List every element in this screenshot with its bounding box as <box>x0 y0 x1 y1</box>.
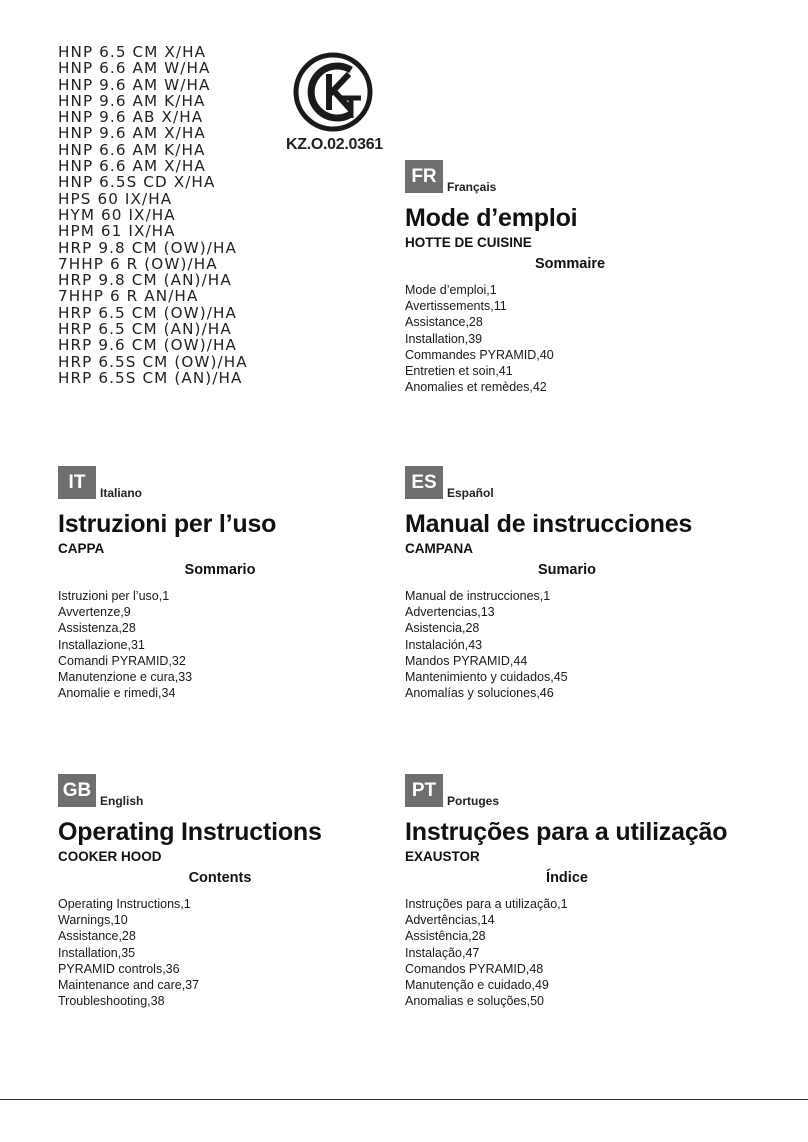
model-item: HNP 9.6 AM X/HA <box>58 124 206 143</box>
model-item: HPM 61 IX/HA <box>58 222 176 241</box>
toc-item: Avvertenze,9 <box>58 605 131 620</box>
toc-item: Advertências,14 <box>405 913 495 928</box>
toc-item: Warnings,10 <box>58 913 128 928</box>
language-flag: GB <box>58 774 96 807</box>
toc-item: Assistenza,28 <box>58 621 136 636</box>
toc-item: Installation,35 <box>58 945 136 960</box>
toc-title: Sommario <box>184 562 256 578</box>
toc-title: Índice <box>546 870 588 886</box>
toc-item: Manutenção e cuidado,49 <box>405 978 549 993</box>
model-item: HNP 9.6 AM W/HA <box>58 75 211 94</box>
model-item: 7HHP 6 R (OW)/HA <box>58 254 218 273</box>
model-item: HRP 6.5S CM (AN)/HA <box>58 368 243 387</box>
model-item: HYM 60 IX/HA <box>58 205 176 224</box>
section-title: Instruções para a utilização <box>405 818 728 846</box>
section-subtitle: COOKER HOOD <box>58 849 162 864</box>
toc-item: PYRAMID controls,36 <box>58 961 180 976</box>
toc-item: Instruções para a utilização,1 <box>405 897 568 911</box>
model-item: HRP 6.5 CM (AN)/HA <box>58 320 232 339</box>
model-item: HPS 60 IX/HA <box>58 189 173 208</box>
model-item: HNP 6.6 AM K/HA <box>58 140 206 159</box>
toc-list <box>405 282 554 395</box>
certification-code: KZ.O.02.0361 <box>286 136 383 153</box>
toc-item: Mode d’emploi,1 <box>405 283 497 297</box>
toc-item: Manual de instrucciones,1 <box>405 589 551 603</box>
section-title: Manual de instrucciones <box>405 510 693 538</box>
certification-logo-icon <box>293 52 373 132</box>
model-item: HRP 9.8 CM (OW)/HA <box>58 238 238 257</box>
toc-item: Mantenimiento y cuidados,45 <box>405 670 568 685</box>
model-item: HNP 6.5 CM X/HA <box>58 43 207 61</box>
model-item: HNP 6.5S CD X/HA <box>58 173 216 192</box>
toc-list <box>58 588 192 701</box>
toc-item: Assistance,28 <box>58 929 136 944</box>
toc-item: Installazione,31 <box>58 637 145 652</box>
language-name: Italiano <box>100 486 143 500</box>
toc-item: Installation,39 <box>405 331 483 346</box>
footer-divider <box>0 1099 808 1100</box>
toc-title: Sommaire <box>534 256 606 272</box>
toc-item: Anomalias e soluções,50 <box>405 994 544 1009</box>
toc-item: Manutenzione e cura,33 <box>58 670 193 685</box>
model-item: HNP 6.6 AM W/HA <box>58 59 211 78</box>
section-subtitle: HOTTE DE CUISINE <box>405 235 532 250</box>
toc-item: Instalação,47 <box>405 945 480 960</box>
model-item: 7HHP 6 R AN/HA <box>58 287 199 306</box>
toc-title: Sumario <box>537 562 596 578</box>
toc-list <box>58 896 199 1009</box>
toc-list <box>405 896 568 1009</box>
toc-item: Comandos PYRAMID,48 <box>405 961 544 976</box>
toc-title: Contents <box>188 870 252 886</box>
toc-item: Anomalías y soluciones,46 <box>405 686 554 701</box>
toc-item: Anomalies et remèdes,42 <box>405 380 547 395</box>
toc-item: Maintenance and care,37 <box>58 978 200 993</box>
model-item: HRP 9.6 CM (OW)/HA <box>58 336 238 355</box>
toc-item: Operating Instructions,1 <box>58 897 191 911</box>
toc-item: Anomalie e rimedi,34 <box>58 686 176 701</box>
toc-item: Assistência,28 <box>405 929 486 944</box>
toc-item: Troubleshooting,38 <box>58 994 165 1009</box>
model-item: HNP 9.6 AB X/HA <box>58 108 204 127</box>
language-name: Français <box>447 180 497 194</box>
toc-item: Assistance,28 <box>405 315 483 330</box>
model-item: HRP 9.8 CM (AN)/HA <box>58 271 232 290</box>
toc-item: Istruzioni per l’uso,1 <box>58 589 170 603</box>
language-flag: FR <box>405 160 443 193</box>
toc-item: Asistencia,28 <box>405 621 480 636</box>
toc-item: Entretien et soin,41 <box>405 364 513 379</box>
section-title: Mode d’emploi <box>405 204 578 232</box>
model-item: HRP 6.5 CM (OW)/HA <box>58 303 238 322</box>
language-name: Portuges <box>447 794 500 808</box>
toc-item: Instalación,43 <box>405 637 483 652</box>
model-item: HNP 6.6 AM X/HA <box>58 157 206 176</box>
toc-item: Advertencias,13 <box>405 605 495 620</box>
language-flag: PT <box>405 774 443 807</box>
language-flag: IT <box>58 466 96 499</box>
toc-item: Comandi PYRAMID,32 <box>58 653 186 668</box>
section-subtitle: CAPPA <box>58 541 105 556</box>
model-list <box>58 44 248 386</box>
toc-item: Commandes PYRAMID,40 <box>405 347 554 362</box>
language-name: Español <box>447 486 494 500</box>
section-title: Operating Instructions <box>58 818 322 846</box>
language-name: English <box>100 794 144 808</box>
section-title: Istruzioni per l’uso <box>58 510 277 538</box>
model-item: HRP 6.5S CM (OW)/HA <box>58 352 248 371</box>
toc-item: Mandos PYRAMID,44 <box>405 653 528 668</box>
language-flag: ES <box>405 466 443 499</box>
toc-item: Avertissements,11 <box>405 299 507 314</box>
section-subtitle: EXAUSTOR <box>405 849 480 864</box>
section-subtitle: CAMPANA <box>405 541 473 556</box>
toc-list <box>405 588 568 701</box>
model-item: HNP 9.6 AM K/HA <box>58 91 206 110</box>
